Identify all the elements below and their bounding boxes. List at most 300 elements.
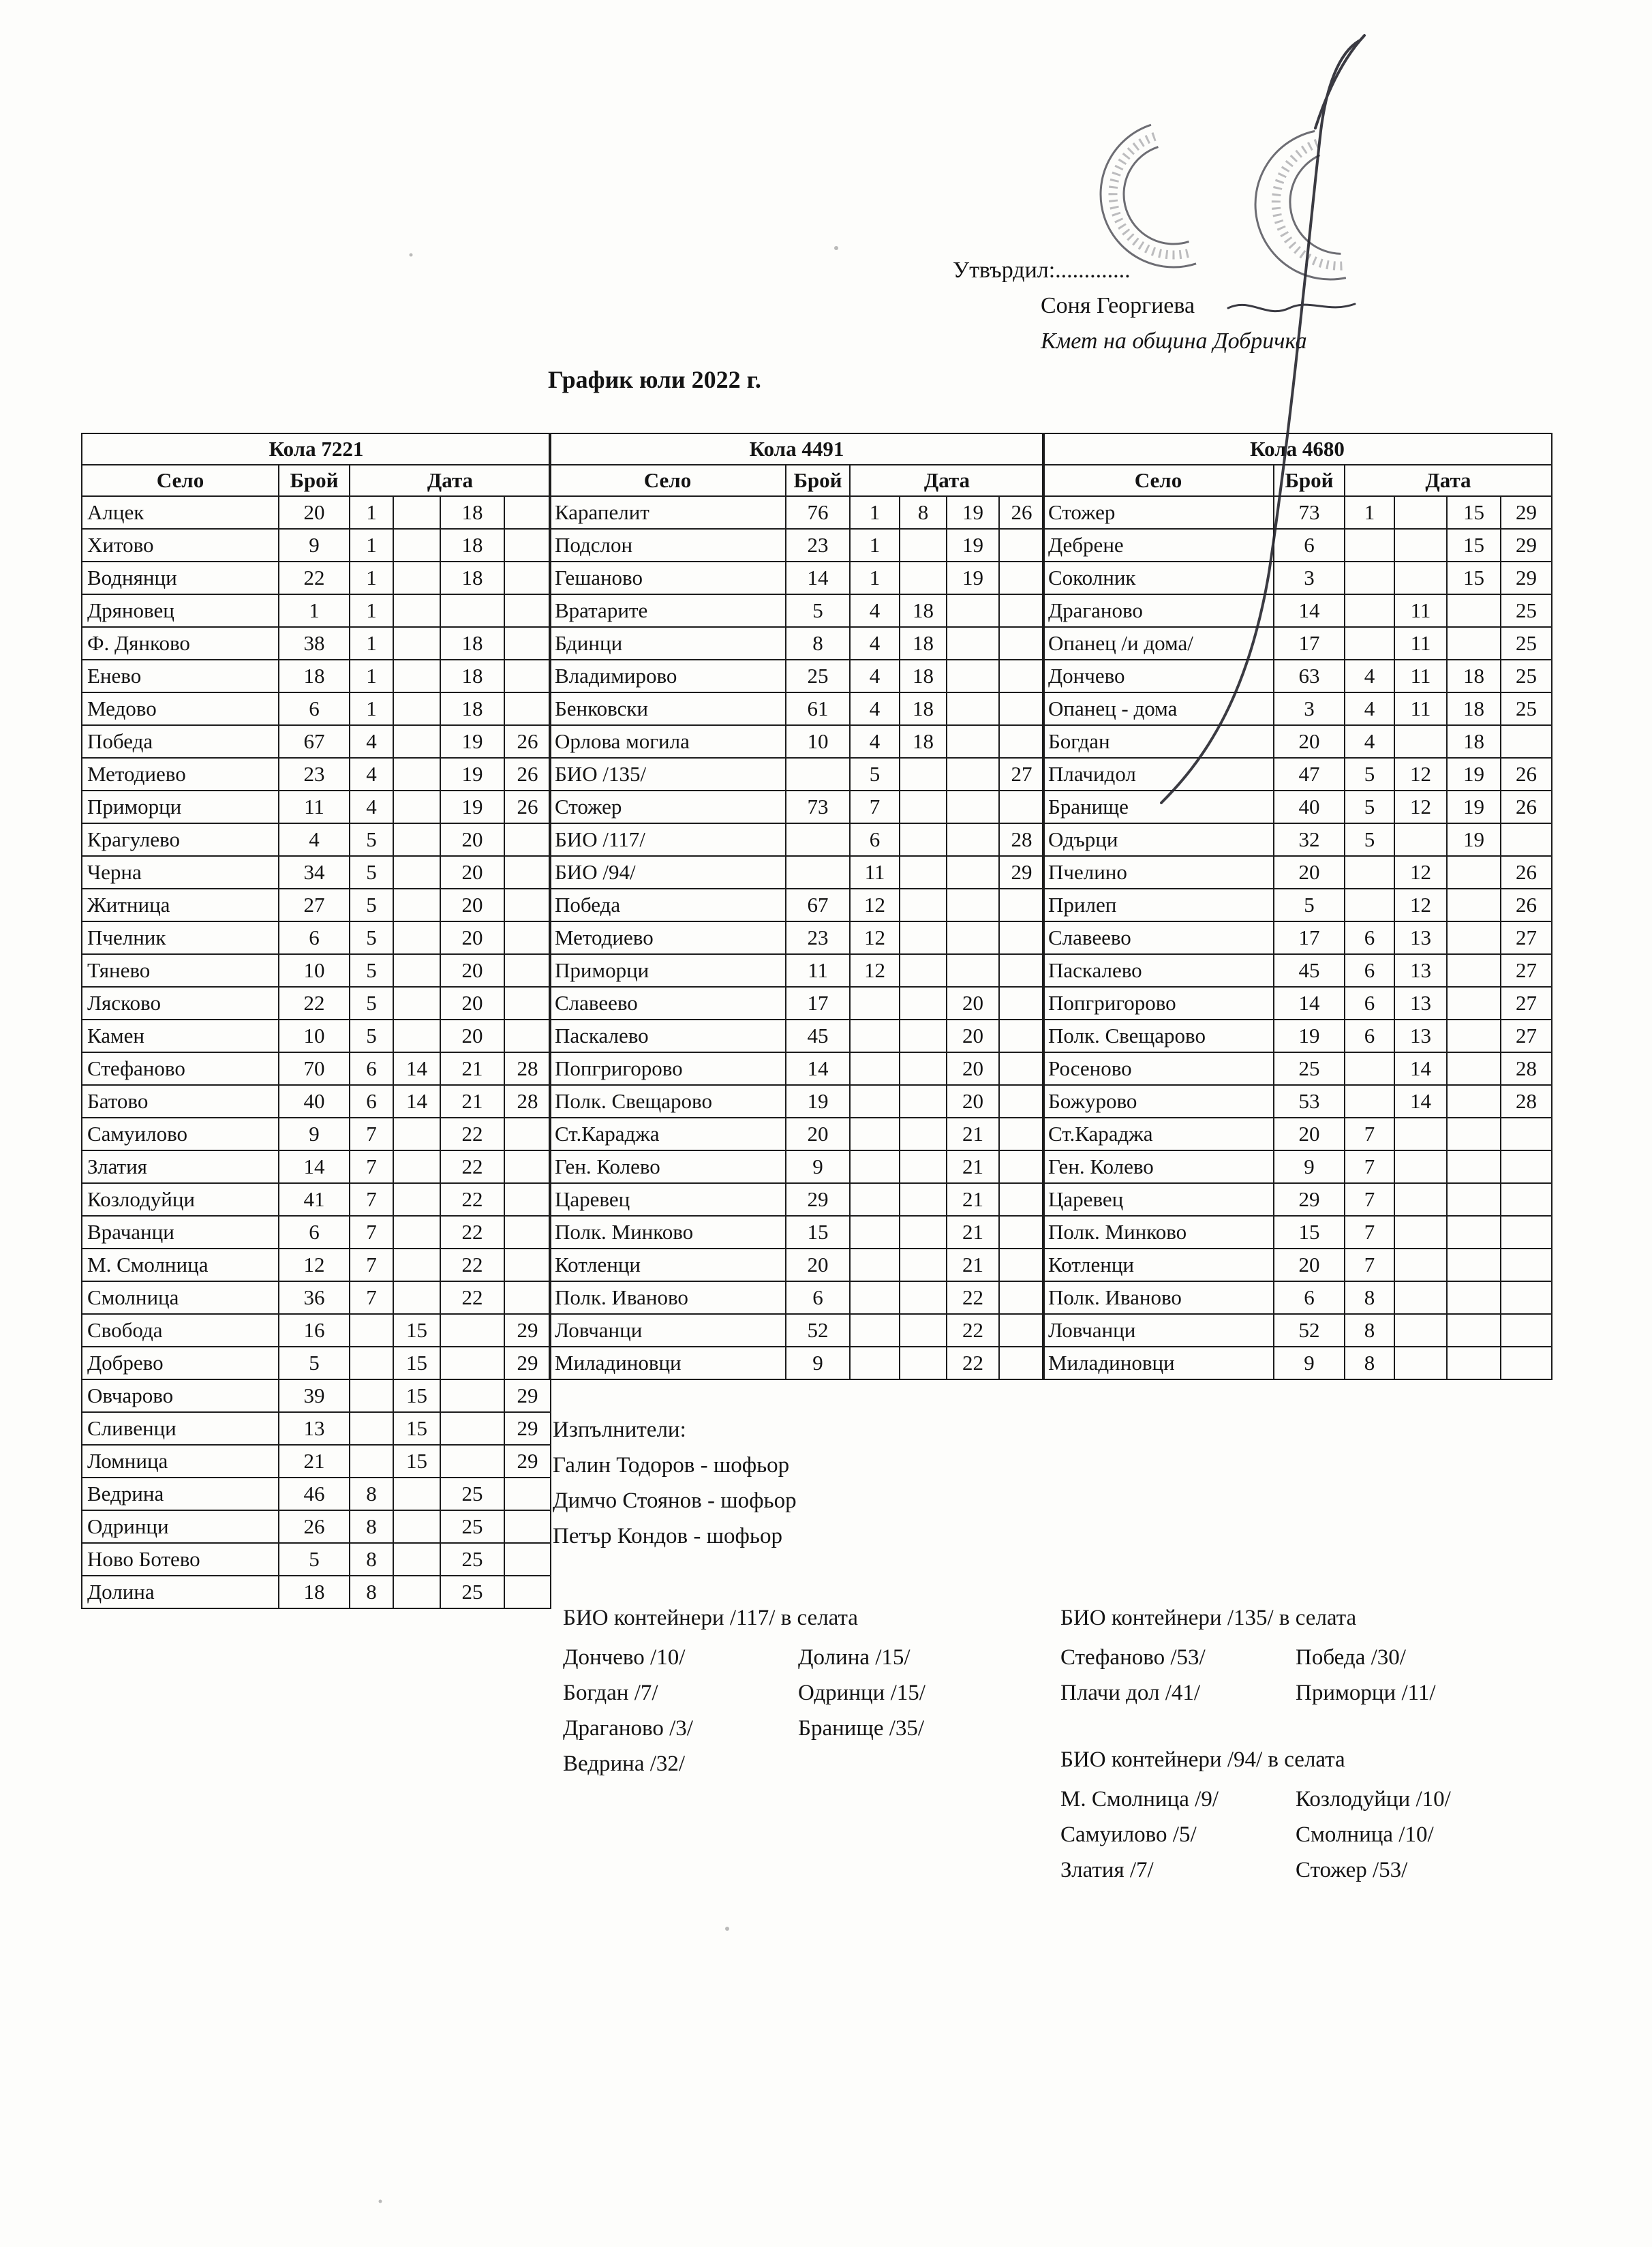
date-cell: 29 [999,856,1044,889]
date-cell: 7 [350,1150,393,1183]
table-row [549,1150,1044,1183]
bio-village-item: Бранище /35/ [798,1716,925,1741]
table-row [1043,791,1552,823]
table-row [549,1314,1044,1347]
table-row [549,627,1044,660]
bio-village-item: Стефаново /53/ [1060,1645,1206,1670]
date-cell [393,594,440,627]
village-cell: Подслон [549,529,786,562]
date-cell [393,562,440,594]
table-row [1043,1281,1552,1314]
date-cell: 5 [350,889,393,921]
date-cell: 27 [1501,1020,1552,1052]
executor-item: Петър Кондов - шофьор [553,1524,782,1548]
date-cell: 12 [850,921,900,954]
date-cell: 20 [440,921,504,954]
date-cell [900,1183,947,1216]
count-cell: 23 [786,921,850,954]
date-cell: 1 [350,627,393,660]
date-cell [350,1412,393,1445]
table-row [82,954,551,987]
village-cell: БИО /117/ [549,823,786,856]
date-cell [947,856,999,889]
village-cell: Козлодуйци [82,1183,279,1216]
date-cell: 15 [393,1445,440,1478]
village-cell: Попгригорово [1043,987,1274,1020]
count-cell: 9 [279,1118,350,1150]
schedule-table-car-4680 [1042,433,1552,1380]
date-cell [999,987,1044,1020]
village-cell: Царевец [1043,1183,1274,1216]
count-cell: 23 [279,758,350,791]
count-cell: 29 [1274,1183,1345,1216]
date-cell: 1 [350,594,393,627]
date-cell: 15 [393,1412,440,1445]
date-cell: 5 [350,823,393,856]
table-row [82,1052,551,1085]
date-cell [1501,1314,1552,1347]
date-cell: 12 [1394,791,1447,823]
table-row [82,725,551,758]
count-cell: 14 [1274,987,1345,1020]
date-cell [504,562,551,594]
count-cell: 14 [279,1150,350,1183]
date-cell: 20 [440,823,504,856]
village-cell: Тянево [82,954,279,987]
table-row [82,1347,551,1379]
date-cell: 26 [999,496,1044,529]
date-cell: 4 [350,725,393,758]
date-cell [1447,1052,1501,1085]
date-cell: 28 [999,823,1044,856]
count-cell: 14 [1274,594,1345,627]
date-cell [504,921,551,954]
village-cell: Ф. Дянково [82,627,279,660]
table-row [549,692,1044,725]
date-cell: 18 [440,529,504,562]
date-cell: 19 [440,725,504,758]
count-cell: 27 [279,889,350,921]
date-cell: 18 [440,562,504,594]
date-cell: 4 [350,791,393,823]
table-row [82,1314,551,1347]
date-cell: 13 [1394,921,1447,954]
date-cell [999,889,1044,921]
table-row [82,529,551,562]
count-cell: 6 [279,921,350,954]
date-cell [504,823,551,856]
date-cell [900,1118,947,1150]
count-cell: 17 [786,987,850,1020]
table-row [82,758,551,791]
count-cell: 20 [1274,1249,1345,1281]
date-cell: 22 [440,1150,504,1183]
col-header-data: Дата [1345,465,1552,496]
date-cell: 21 [947,1118,999,1150]
bio-village-item: Дончево /10/ [563,1645,686,1670]
date-cell: 7 [350,1183,393,1216]
date-cell: 20 [440,1020,504,1052]
table-row [1043,856,1552,889]
date-cell [1501,1150,1552,1183]
table-row [82,1478,551,1510]
date-cell [900,1347,947,1379]
count-cell: 11 [279,791,350,823]
bio-village-item: Смолница /10/ [1296,1822,1434,1847]
date-cell: 18 [900,660,947,692]
date-cell [947,692,999,725]
date-cell [393,1020,440,1052]
date-cell [393,1216,440,1249]
date-cell: 29 [504,1314,551,1347]
date-cell [504,889,551,921]
count-cell: 19 [1274,1020,1345,1052]
date-cell [1447,1150,1501,1183]
date-cell: 22 [947,1314,999,1347]
date-cell: 5 [350,954,393,987]
date-cell [1447,1118,1501,1150]
date-cell: 1 [350,496,393,529]
date-cell: 4 [850,692,900,725]
date-cell [999,1249,1044,1281]
village-cell: Стожер [1043,496,1274,529]
count-cell: 9 [1274,1347,1345,1379]
date-cell: 13 [1394,987,1447,1020]
date-cell: 14 [1394,1085,1447,1118]
date-cell [393,791,440,823]
count-cell: 76 [786,496,850,529]
date-cell [947,954,999,987]
date-cell [1394,725,1447,758]
bio-note-94 [1060,1742,1531,1888]
count-cell: 47 [1274,758,1345,791]
date-cell: 8 [350,1510,393,1543]
count-cell: 25 [1274,1052,1345,1085]
date-cell: 1 [350,692,393,725]
date-cell [504,594,551,627]
date-cell [504,1543,551,1576]
bio-village-item: Стожер /53/ [1296,1858,1408,1882]
table-row [82,1085,551,1118]
village-cell: Одърци [1043,823,1274,856]
bio-village-item: М. Смолница /9/ [1060,1787,1219,1812]
date-cell: 27 [1501,954,1552,987]
table-row [82,1216,551,1249]
date-cell: 21 [440,1052,504,1085]
count-cell: 17 [1274,921,1345,954]
village-cell: Полк. Свещарово [1043,1020,1274,1052]
table-row [82,1543,551,1576]
date-cell [850,1347,900,1379]
count-cell: 8 [786,627,850,660]
date-cell: 22 [440,1183,504,1216]
date-cell: 28 [504,1085,551,1118]
date-cell [900,529,947,562]
date-cell: 26 [504,725,551,758]
village-cell: Воднянци [82,562,279,594]
date-cell: 5 [1345,758,1394,791]
count-cell: 18 [279,660,350,692]
date-cell: 11 [1394,627,1447,660]
schedule-table-car-4491 [549,433,1045,1380]
date-cell [999,1314,1044,1347]
date-cell [900,1314,947,1347]
date-cell: 20 [947,987,999,1020]
date-cell [1345,889,1394,921]
village-cell: Победа [549,889,786,921]
table-row [82,692,551,725]
date-cell: 15 [393,1347,440,1379]
village-cell: Победа [82,725,279,758]
date-cell [999,1118,1044,1150]
date-cell: 19 [1447,823,1501,856]
count-cell: 23 [786,529,850,562]
count-cell: 3 [1274,692,1345,725]
village-cell: Алцек [82,496,279,529]
date-cell [504,1216,551,1249]
table-row [1043,1020,1552,1052]
date-cell: 19 [947,496,999,529]
date-cell [393,758,440,791]
count-cell: 73 [1274,496,1345,529]
date-cell: 6 [1345,1020,1394,1052]
count-cell: 14 [786,1052,850,1085]
table-row [82,889,551,921]
count-cell: 73 [786,791,850,823]
date-cell: 13 [1394,954,1447,987]
col-header-broy: Брой [1274,465,1345,496]
count-cell: 45 [786,1020,850,1052]
date-cell [504,954,551,987]
date-cell: 12 [1394,889,1447,921]
date-cell: 6 [850,823,900,856]
table-row [1043,1183,1552,1216]
table-row [549,1085,1044,1118]
date-cell: 19 [1447,791,1501,823]
date-cell [504,1249,551,1281]
count-cell: 20 [786,1249,850,1281]
date-cell [393,954,440,987]
table-row [549,987,1044,1020]
date-cell [900,1085,947,1118]
date-cell [1345,1052,1394,1085]
bio-village-item: Богдан /7/ [563,1681,658,1705]
date-cell [999,1183,1044,1216]
village-cell: Врачанци [82,1216,279,1249]
date-cell: 11 [1394,660,1447,692]
village-cell: Бранище [1043,791,1274,823]
village-cell: Ген. Колево [1043,1150,1274,1183]
count-cell: 61 [786,692,850,725]
village-cell: Полк. Минково [549,1216,786,1249]
date-cell: 7 [350,1118,393,1150]
village-cell: Одринци [82,1510,279,1543]
table-row [82,627,551,660]
table-row [1043,529,1552,562]
date-cell [393,529,440,562]
bio-village-item: Победа /30/ [1296,1645,1406,1670]
date-cell: 7 [1345,1183,1394,1216]
count-cell: 17 [1274,627,1345,660]
count-cell: 41 [279,1183,350,1216]
date-cell: 14 [393,1052,440,1085]
village-cell: Царевец [549,1183,786,1216]
date-cell [1345,594,1394,627]
village-cell: Дряновец [82,594,279,627]
date-cell [1501,1118,1552,1150]
date-cell [1447,1347,1501,1379]
table-row [82,791,551,823]
date-cell: 5 [350,921,393,954]
village-cell: Бенковски [549,692,786,725]
date-cell: 20 [947,1052,999,1085]
date-cell [850,1085,900,1118]
date-cell: 4 [850,627,900,660]
date-cell [1447,856,1501,889]
count-cell: 12 [279,1249,350,1281]
date-cell: 8 [1345,1347,1394,1379]
date-cell: 1 [850,496,900,529]
car-title: Кола 7221 [82,433,551,465]
table-row [549,594,1044,627]
count-cell: 4 [279,823,350,856]
date-cell: 7 [350,1281,393,1314]
col-header-data: Дата [850,465,1044,496]
date-cell [999,791,1044,823]
date-cell: 19 [947,562,999,594]
table-row [82,1249,551,1281]
date-cell: 27 [999,758,1044,791]
date-cell: 4 [1345,660,1394,692]
date-cell: 21 [947,1183,999,1216]
stamp-icon [1242,131,1346,293]
date-cell: 20 [440,987,504,1020]
count-cell: 22 [279,987,350,1020]
bio-note-title: БИО контейнери /135/ в селата [1060,1606,1357,1630]
date-cell [1394,1281,1447,1314]
date-cell [350,1314,393,1347]
village-cell: Миладиновци [1043,1347,1274,1379]
date-cell: 29 [504,1347,551,1379]
table-row [549,921,1044,954]
count-cell: 15 [786,1216,850,1249]
bio-village-item: Плачи дол /41/ [1060,1681,1201,1705]
table-row [82,1150,551,1183]
village-cell: Ново Ботево [82,1543,279,1576]
date-cell [999,1020,1044,1052]
count-cell: 18 [279,1576,350,1608]
village-cell: Паскалево [1043,954,1274,987]
date-cell [1394,1118,1447,1150]
count-cell: 9 [786,1347,850,1379]
date-cell: 18 [900,627,947,660]
date-cell: 6 [1345,921,1394,954]
date-cell [393,725,440,758]
table-row [82,1379,551,1412]
date-cell: 18 [440,627,504,660]
bio-note-col-right [798,1640,1033,1782]
date-cell: 18 [1447,660,1501,692]
date-cell: 1 [350,660,393,692]
village-cell: Миладиновци [549,1347,786,1379]
date-cell [999,660,1044,692]
date-cell: 28 [1501,1052,1552,1085]
bio-note-135 [1060,1600,1531,1711]
village-cell: Житница [82,889,279,921]
table-row [549,496,1044,529]
count-cell: 11 [786,954,850,987]
date-cell [999,1150,1044,1183]
date-cell [850,1183,900,1216]
table-row [549,889,1044,921]
date-cell [350,1445,393,1478]
date-cell: 12 [850,889,900,921]
date-cell [393,660,440,692]
village-cell: Лясково [82,987,279,1020]
date-cell [504,1150,551,1183]
date-cell [440,1379,504,1412]
date-cell [350,1347,393,1379]
count-cell: 22 [279,562,350,594]
date-cell: 29 [504,1379,551,1412]
date-cell [900,1150,947,1183]
date-cell: 15 [1447,562,1501,594]
table-row [1043,823,1552,856]
date-cell [393,496,440,529]
date-cell: 8 [350,1478,393,1510]
col-header-broy: Брой [279,465,350,496]
count-cell: 34 [279,856,350,889]
executor-item: Галин Тодоров - шофьор [553,1453,790,1478]
table-row [549,1249,1044,1281]
village-cell: Методиево [549,921,786,954]
date-cell: 22 [440,1249,504,1281]
approver-name: Соня Георгиева [1041,293,1195,318]
date-cell [999,725,1044,758]
village-cell: Полк. Минково [1043,1216,1274,1249]
table-row [1043,562,1552,594]
date-cell: 8 [900,496,947,529]
table-row [82,1020,551,1052]
date-cell [999,594,1044,627]
date-cell: 22 [440,1216,504,1249]
village-cell: Добрево [82,1347,279,1379]
date-cell [393,1281,440,1314]
village-cell: Дебрене [1043,529,1274,562]
date-cell [999,954,1044,987]
date-cell [1447,889,1501,921]
bio-village-item: Самуилово /5/ [1060,1822,1197,1847]
date-cell: 18 [900,692,947,725]
date-cell: 25 [1501,627,1552,660]
date-cell [850,1020,900,1052]
schedule-table-car-7221 [81,433,551,1609]
table-row [549,1118,1044,1150]
date-cell [1394,562,1447,594]
col-header-data: Дата [350,465,551,496]
date-cell: 26 [1501,791,1552,823]
village-cell: Гешаново [549,562,786,594]
date-cell: 20 [440,954,504,987]
date-cell: 19 [947,529,999,562]
date-cell [1447,1314,1501,1347]
count-cell [786,758,850,791]
village-cell: Черна [82,856,279,889]
village-cell: Полк. Свещарово [549,1085,786,1118]
count-cell: 52 [1274,1314,1345,1347]
village-cell: Стожер [549,791,786,823]
date-cell: 26 [1501,889,1552,921]
